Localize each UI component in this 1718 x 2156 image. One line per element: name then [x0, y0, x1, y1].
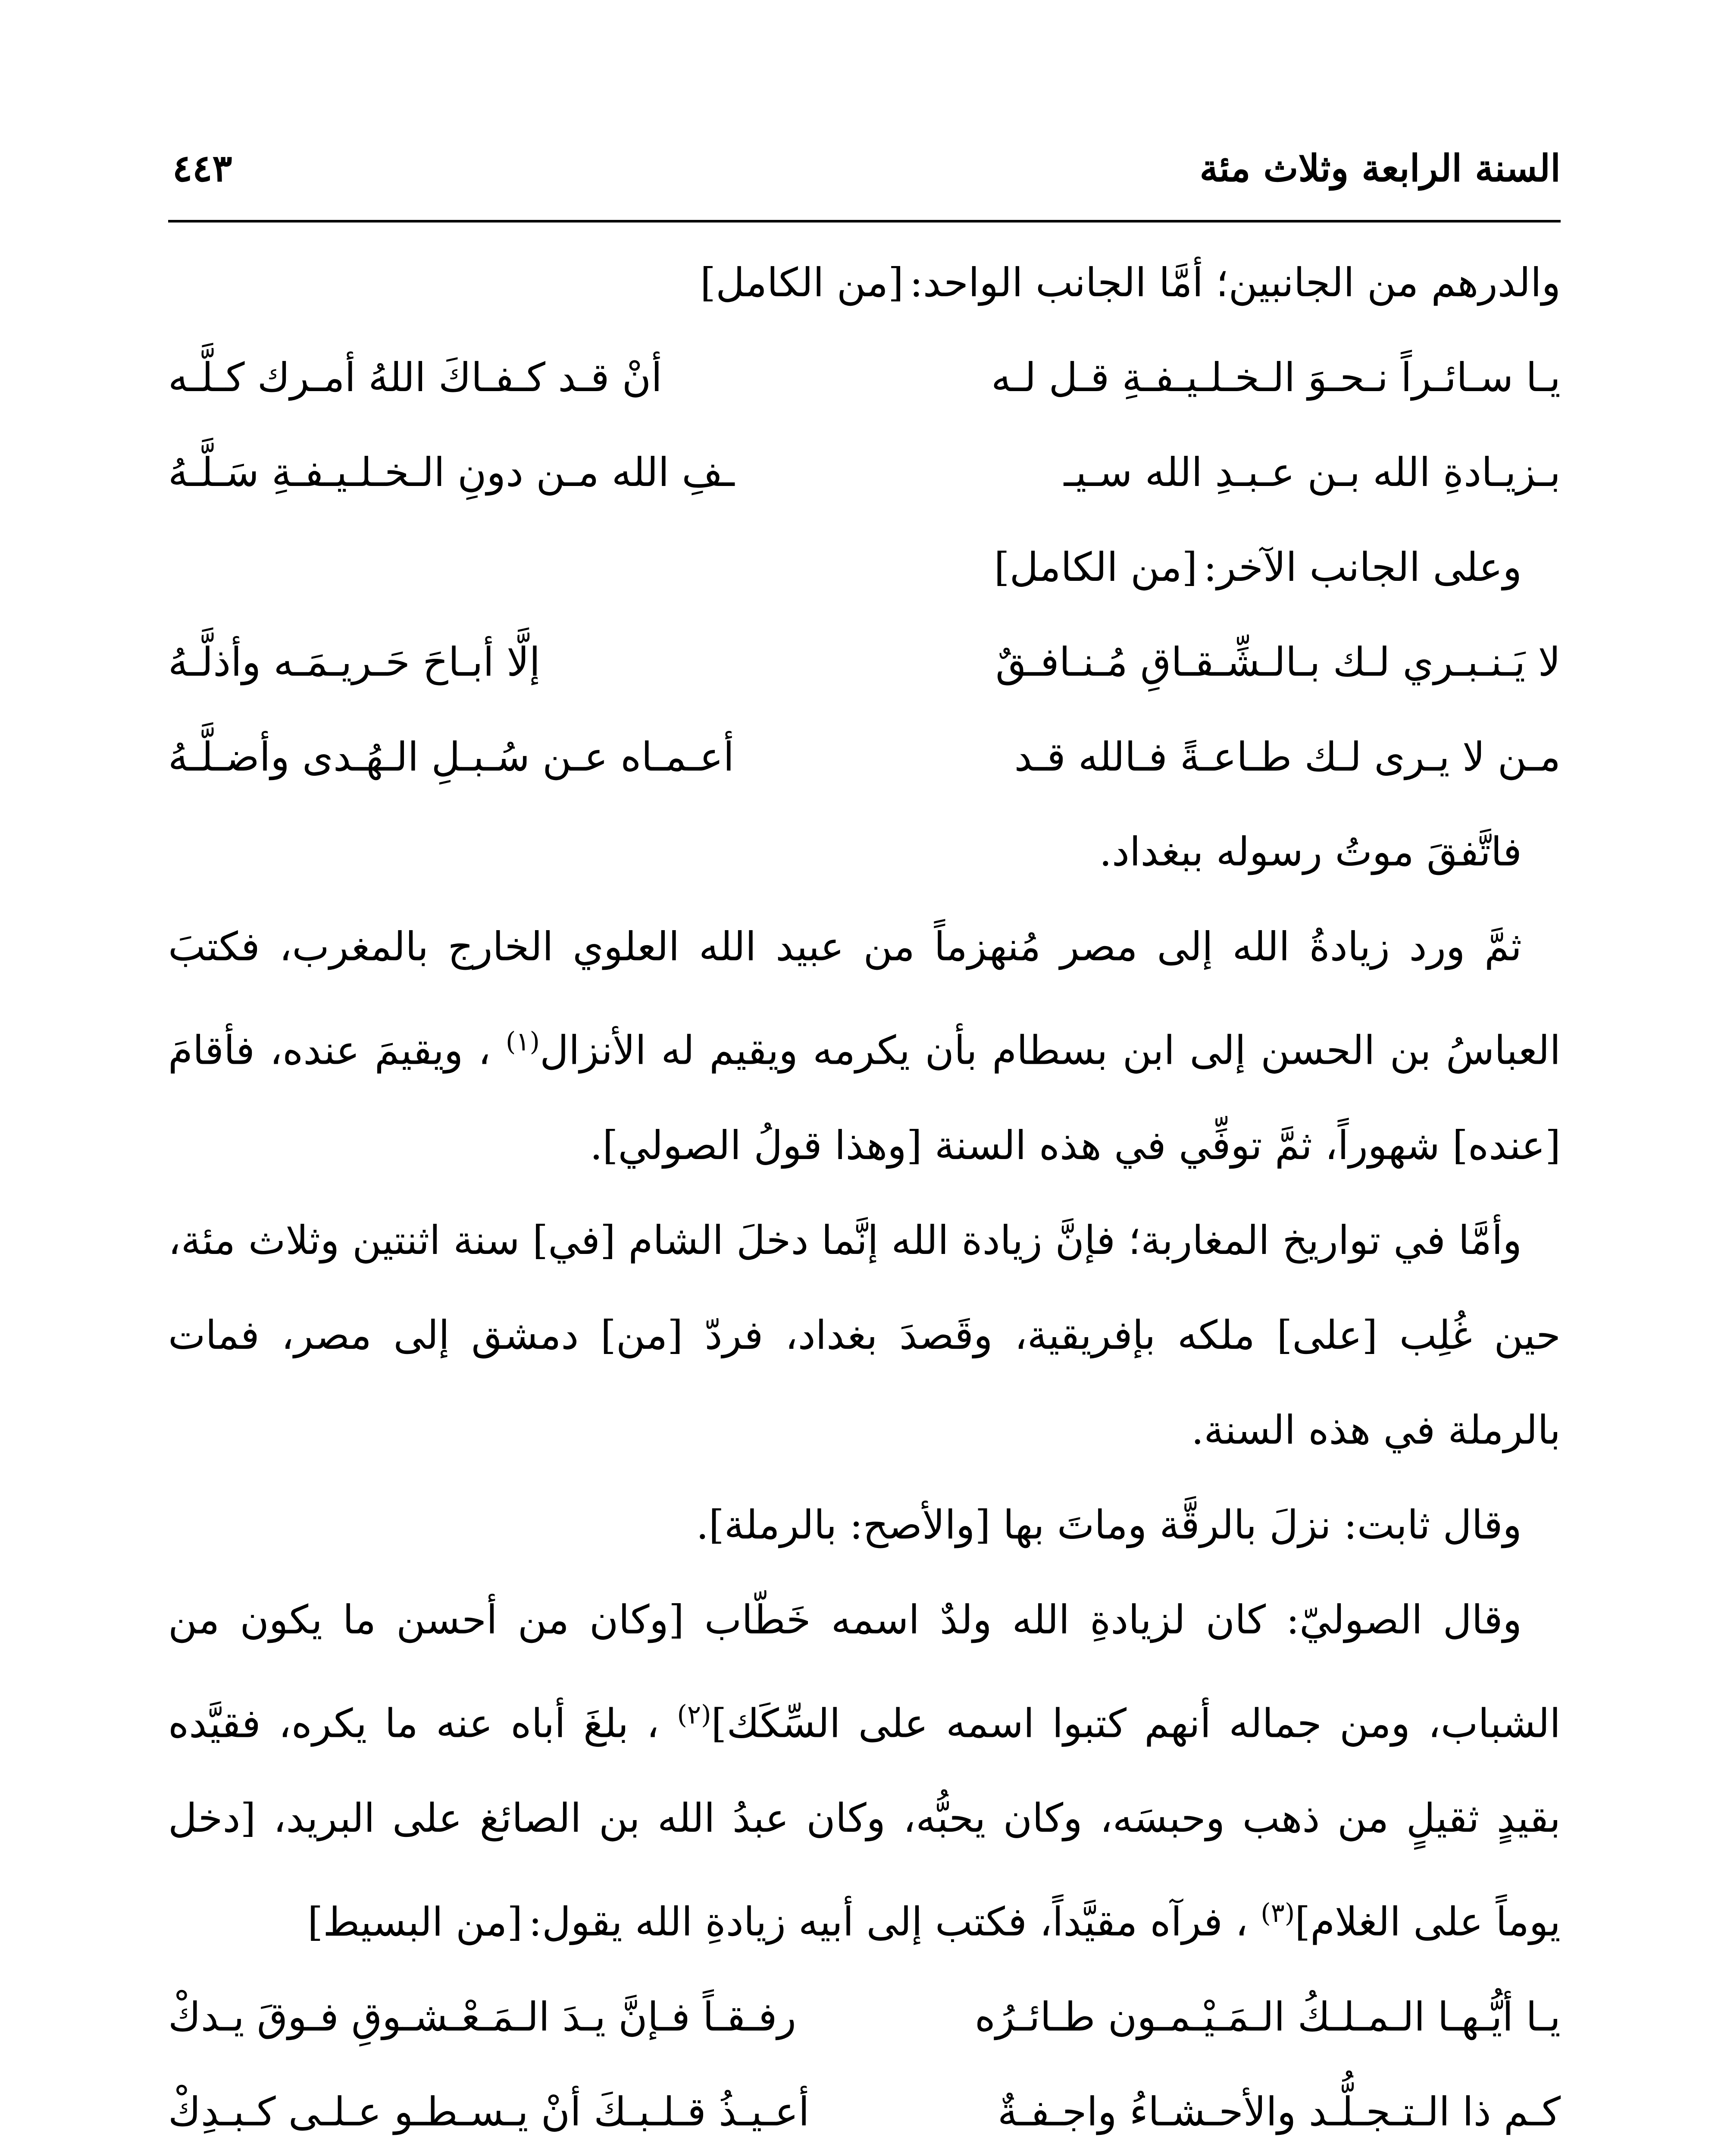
first-hemistich: كـم ذا الـتـجـلُّـد والأحـشـاءُ واجـفـةٌ [997, 2088, 1561, 2135]
verse-line [168, 615, 1561, 710]
paragraph-text: وقال الصوليّ: كان لزيادةِ الله ولدٌ اسمه خَطّاب [وكان من أحسن ما يكون من الشباب، ومن جماله أنهم كتبوا اسمه على السِّكَك] [168, 1596, 1561, 1747]
footnote-ref[interactable]: (٢) [677, 1699, 711, 1730]
verse-line [168, 1970, 1561, 2065]
meter-label: [من الكامل] [994, 544, 1198, 590]
paragraph-text: ، بلغَ أباه عنه ما يكره، فقيَّده بقيدٍ ثقيلٍ من ذهب وحبسَه، وكان يحبُّه، وكان عبدُ الله بن الصائغ على البريد، [دخل يوماً على الغلام] [168, 1700, 1561, 1945]
paragraph [168, 899, 1561, 1193]
other-side-line [168, 520, 1561, 615]
second-hemistich: أعـمـاه عـن سُـبـلِ الـهُـدى وأضـلَّـهُ [168, 734, 735, 780]
footnote-ref[interactable]: (١) [506, 1027, 540, 1057]
paragraph: فاتَّفقَ موتُ رسوله ببغداد. [1099, 829, 1522, 875]
first-hemistich: مـن لا يـرى لـك طـاعـةً فـالله قـد [1014, 734, 1561, 780]
paragraph-text: ، فرآه مقيَّداً، فكتب إلى أبيه زيادةِ الله يقول: [529, 1899, 1248, 1945]
page-number: ٤٤٣ [172, 147, 232, 190]
main-text [168, 235, 1561, 2156]
footnote-ref[interactable]: (٣) [1261, 1898, 1295, 1929]
first-hemistich: يـا سـائـراً نـحـوَ الـخـلـيـفـةِ قـل لـه [991, 354, 1561, 401]
second-hemistich: إلَّا أبـاحَ حَـريـمَـه وأذلَّـهُ [168, 639, 541, 685]
verse-line [168, 330, 1561, 425]
meter-label: [من الكامل] [700, 260, 904, 306]
meter-label: [من البسيط] [307, 1899, 523, 1945]
verse-line [168, 710, 1561, 805]
verse-line [168, 2065, 1561, 2156]
second-hemistich: رفـقـاً فـإنَّ يـدَ الـمَـعْـشـوقِ فـوقَ يـدكْ [168, 1993, 796, 2040]
paragraph: وقال ثابت: نزلَ بالرقَّة وماتَ بها [والأصح: بالرملة]. [696, 1501, 1522, 1548]
first-hemistich: لا يَـنـبـري لـك بـالـشِّـقـاقِ مُـنـافـقٌ [995, 639, 1561, 685]
second-hemistich: ـفِ الله مـن دونِ الـخـلـيـفـةِ سَـلَّـهُ [168, 449, 735, 495]
second-hemistich: أعـيـذُ قـلـبـكَ أنْ يـسـطـو عـلـى كـبـدِكْ [168, 2088, 810, 2135]
running-header [168, 129, 1561, 222]
second-hemistich: أنْ قـد كـفـاكَ اللهُ أمـرك كـلَّـه [168, 354, 662, 401]
first-hemistich: بـزيـادةِ الله بـن عـبـدِ الله سـيـ [1064, 449, 1561, 495]
paragraph-text: ، ويقيمَ عنده، فأقامَ [عنده] شهوراً، ثمَّ توفِّي في هذه السنة [وهذا قولُ الصولي]. [168, 1027, 1561, 1169]
header-title: السنة الرابعة وثلاث مئة [1199, 147, 1561, 190]
intro-text: والدرهم من الجانبين؛ أمَّا الجانب الواحد: [909, 260, 1561, 306]
paragraph-text: ثمَّ ورد زيادةُ الله إلى مصر مُنهزماً من عبيد الله العلوي الخارج بالمغرب، فكتبَ العباسُ بن الحسن إلى ابن بسطام بأن يكرمه ويقيم له الأنزال [168, 924, 1561, 1074]
intro-line [168, 235, 1561, 330]
paragraph: وأمَّا في تواريخ المغاربة؛ فإنَّ زيادة الله إنَّما دخلَ الشام [في] سنة اثنتين وثلاث مئة، حين غُلِب [على] ملكه بإفريقية، وقَصدَ بغداد، فردّ [من] دمشق إلى مصر، فمات بالرملة في هذه السنة. [168, 1217, 1561, 1453]
paragraph [168, 1573, 1561, 1970]
verse-line [168, 425, 1561, 520]
first-hemistich: يـا أيُّـهـا الـمـلـكُ الـمَـيْـمـون طـائـرُه [974, 1993, 1561, 2040]
other-side-text: وعلى الجانب الآخر: [1203, 544, 1522, 590]
book-page [168, 129, 1561, 2156]
